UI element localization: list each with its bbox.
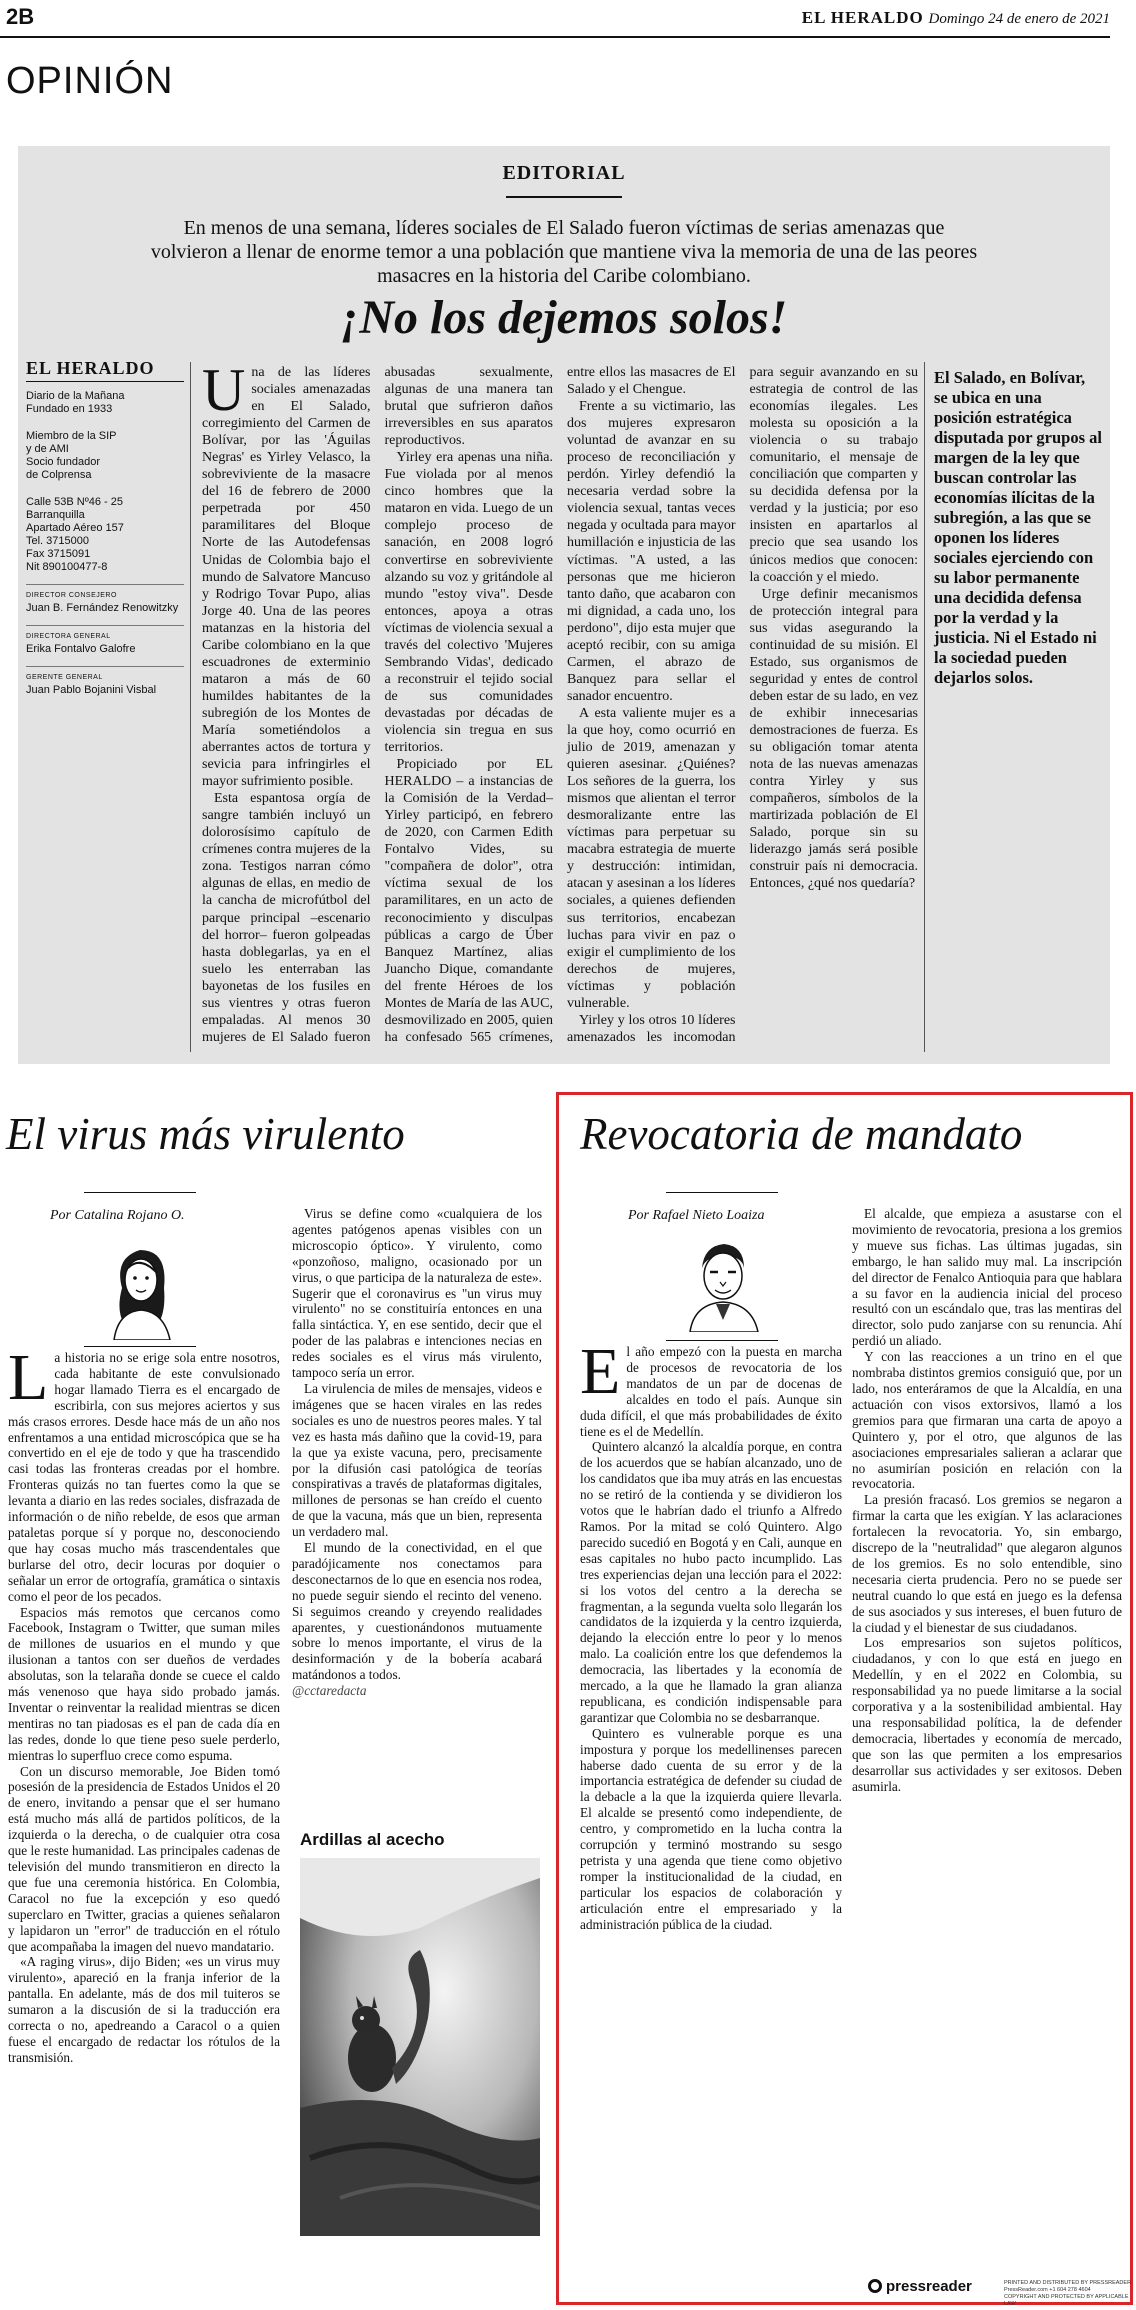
- pressreader-icon: [868, 2279, 882, 2293]
- masthead-line: Nit 890100477-8: [26, 561, 108, 573]
- editorial-box: [18, 146, 1110, 1064]
- masthead-name: EL HERALDO: [26, 362, 184, 382]
- image-heading: Ardillas al acecho: [300, 1830, 445, 1849]
- column-body-right-continued: [852, 1206, 1122, 2286]
- column-paragraph: Con un discurso memorable, Joe Biden tomó posesión de la presidencia de Estados Unidos el 20 de enero, invitando a pensar que el ser humano está mucho más allá de partidos políticos, de la izquierda o la derecha, o de cualquier otra cosa que le reste humanidad. Las principales cadenas de televisión del mundo transmitieron en directo la que fue una ceremonia histórica. En Colombia, Caracol no fue la excepción y eso quedó superclaro en Twitter, gracias a quienes señalaron y lapidaron un "error" de traducción en el rótulo que acompañaba la imagen del nuevo mandatario.: [8, 1763, 280, 1954]
- masthead-line: Fax 3715091: [26, 548, 91, 560]
- byline-rule: [84, 1192, 196, 1193]
- author-portrait: [670, 1228, 774, 1332]
- masthead: [26, 358, 184, 697]
- masthead-line: Barranquilla: [26, 509, 85, 521]
- masthead-line: Diario de la Mañana: [26, 390, 125, 402]
- kicker-rule: [506, 196, 622, 198]
- column-title: El virus más virulento: [6, 1109, 405, 1159]
- pull-quote: El Salado, en Bolívar, se ubica en una posición estratégica disputada por grupos al margen de la ley que buscan controlar las economías ilícitas de la subregión, a las que se oponen los líderes sociales ejerciendo con su labor permanente una decidida defensa por la verdad y la justicia. Ni el Estado ni la sociedad pueden dejarlos solos.: [934, 368, 1102, 687]
- column-divider: [190, 362, 191, 1052]
- drop-cap: E: [580, 1344, 621, 1408]
- editorial-paragraph: Yirley y los otros 10 líderes amenazados les incomodan para seguir avanzando en su estrategia de control de las economías ilegales. Les molesta su oposición a la violencia o su trabajo comunitario, el mensaje de conciliación que comparten y su decidida defensa por la verdad y la justicia; por eso insisten en apartarlos al precio que sea usando los únicos medios que conocen: la coacción y el miedo.: [567, 365, 918, 1045]
- drop-cap: L: [8, 1350, 49, 1414]
- squirrel-photo: [300, 1858, 540, 2236]
- column-paragraph: El alcalde, que empieza a asustarse con el movimiento de revocatoria, presiona a los gremios y mueve sus fichas. Las últimas jugadas, sin embargo, le han salido muy mal. La inscripción del director de Fenalco Antioquia para que hablara a su favor en la audiencia inicial del proceso resultó con un escándalo que, tras las mentiras del director, solo pudo zanjarse con su renuncia. Ahí perdió un aliado.: [852, 1206, 1122, 1349]
- column-divider: [924, 362, 925, 1052]
- editorial-kicker: EDITORIAL: [502, 162, 626, 184]
- page-number: 2B: [6, 4, 35, 29]
- editorial-paragraph: Una de las líderes sociales amenazadas en El Salado, corregimiento del Carmen de Bolívar, por las 'Águilas Negras' es Yirley Velasco, la sobreviviente de la masacre del 16 de febrero de 2000 perpetrada por 450 paramilitares del Bloque Norte de las Autodefensas Unidas de Colombia bajo el mundo de Salvatore Mancuso y Rodrigo Tovar Pupo, alias Jorge 40. Una de las peores matanzas en la historia del Caribe colombiano en la que escuadrones de exterminio mataron a más de 60 humildes habitantes de la subregión de los Montes de María sometiéndolos a aberrantes actos de tortura y sevicia para infringirles el mayor sufrimiento posible.: [202, 364, 371, 790]
- column-paragraph: Quintero alcanzó la alcaldía porque, en contra de los acuerdos que se habían alcanzado, uno de los candidatos que iba muy atrás en las encuestas no se retiró de la contienda y se dividieron los votos que le habrían dado el triunfo a Alfredo Ramos. Por la mitad se coló Quintero. Algo parecido sucedió en Bogotá y en Cali, aunque en esas capitales no hubo pacto incumplido. Las tres experiencias dejan una lección para el 2022: si los votos del centro a la derecha se fragmentan, a la segunda vuelta solo llegarán los candidatos de la izquierda y la centro izquierda, dejando la elección entre lo peor y lo menos malo. La coalición entre los que defendemos la democracia, las libertades y la economía de mercado, a la que he llamado la gran alianza republicana, es condición indispensable para garantizar que Colombia no se desbarranque.: [580, 1439, 842, 1725]
- column-paragraph: «A raging virus», dijo Biden; «es un virus muy virulento», apareció en la franja inferior de la pantalla. En adelante, más de dos mil tuiteros se sumaron a la discusión de si la traducción era correcta o no, apedreando a Caracol o a quien fuese el encargado de redactar los rótulos de la transmisión.: [8, 1954, 280, 2065]
- editorial-paragraph: Propiciado por EL HERALDO – a instancias de la Comisión de la Verdad– Yirley participó, en febrero de 2020, con Carmen Edith Fontalvo Vides, su "compañera de dolor", otra víctima sexual de los paramilitares, en un acto de reconocimiento y disculpas públicas a cargo de Úber Banquez Martínez, alias Juancho Dique, comandante del frente Héroes de los Montes de María de las AUC, desmovilizado en 2005, quien ha confesado 565 crímenes, entre ellos las masacres de El Salado y el Chengue.: [384, 365, 736, 1045]
- masthead-line: Calle 53B Nº46 - 25: [26, 496, 123, 508]
- pressreader-logo: [868, 2278, 972, 2295]
- drop-cap: U: [202, 364, 246, 423]
- column-signature: @cctaredacta: [292, 1683, 367, 1699]
- paper-name: EL HERALDO: [801, 8, 924, 27]
- byline-rule: [666, 1340, 778, 1341]
- column-byline: Por Rafael Nieto Loaiza: [628, 1208, 765, 1223]
- column-paragraph: Y con las reacciones a un trino en el que nombraba distintos gremios consiguió que, por un lado, nos enteráramos de que la Alcaldía, en una actuación con visos extorsivos, llamó a los gremios para que firmaran una carta de apoyo a Quintero y, por el otro, que algunos de las asociaciones empresariales salieran a aclarar que no asumirían posición en relación con la revocatoria.: [852, 1349, 1122, 1492]
- editorial-headline: ¡No los dejemos solos!: [340, 291, 788, 344]
- column-byline: Por Catalina Rojano O.: [50, 1208, 185, 1223]
- column-paragraph: Los empresarios son sujetos políticos, ciudadanos, y con lo que está en juego en Medellín, y en el 2022 en Colombia, su responsabilidad ya no puede limitarse a la social corporativa y a la sostenibilidad ambiental. Hay una responsabilidad política, la de defender democracia, libertades y economía de mercado, que son las que permiten a los empresarios desarrollar sus actividades y ser exitosos. Deben asumirla.: [852, 1635, 1122, 1794]
- editorial-paragraph: Esta espantosa orgía de sangre también incluyó un dolorosísimo capítulo de crímenes contra mujeres de la zona. Testigos narran cómo algunas de ellas, en medio de la cancha de microfútbol del parque principal –escenario del horror– fueron golpeadas hasta doblegarlas, ya en el suelo les enterraban las bayonetas de los fusiles en sus vientres y otras fueron empaladas. Al menos 30 mujeres de El Salado fueron abusadas sexualmente, algunas de una manera tan brutal que sufrieron daños irreversibles en sus aparatos reproductivos.: [202, 365, 553, 1045]
- section-title: OPINIÓN: [6, 60, 174, 102]
- masthead-line: Miembro de la SIP: [26, 430, 117, 442]
- column-paragraph: Quintero es vulnerable porque es una impostura y porque los medellinenses parecen haberse dado cuenta de su error y de la importancia estratégica de defender su ciudad de la debacle a la que la izquierda quiere llevarla. El alcalde se presentó como independiente, de centro, y comprometido en la lucha contra la corrupción y terminó mostrando su sesgo petrista y una agenda que tiene como objetivo romper la institucionalidad de la ciudad, en particular los espacios de colaboración y articulación entre el empresariado y la administración pública de la ciudad.: [580, 1725, 842, 1932]
- byline-rule: [84, 1346, 196, 1347]
- staff-name: Erika Fontalvo Galofre: [26, 643, 136, 655]
- staff-name: Juan Pablo Bojanini Visbal: [26, 684, 157, 696]
- column-body-left: [8, 1350, 280, 2240]
- staff-name: Juan B. Fernández Renowitzky: [26, 602, 179, 614]
- info-line: PRINTED AND DISTRIBUTED BY PRESSREADER: [1004, 2280, 1132, 2286]
- editorial-paragraph: Urge definir mecanismos de protección integral para sus vidas asegurando la continuidad de su misión. El Estado, sus organismos de seguridad y entes de control deben estar de su lado, en vez de exhibir innecesarias demostraciones de fuerza. Es su obligación tomar atenta nota de las nuevas amenazas contra Yirley y sus compañeros, símbolos de la martirizada población de El Salado, porque sin su liderazgo jamás será posible construir país ni democracia. Entonces, ¿qué nos quedaría?: [749, 586, 918, 892]
- column-body-left-continued: [292, 1206, 542, 1822]
- author-portrait: [84, 1228, 196, 1340]
- column-paragraph: La historia no se erige sola entre nosotros, cada habitante de este convulsionado hogar llamado Tierra es el encargado de escribirla, con sus mejores aciertos y sus más crasos errores. Desde hace más de un año nos enfrentamos a una entidad microscópica que se ha convertido en el eje de todo y que ha trascendido casi todas las fronteras creadas por el hombre. Fronteras quizás no tan fuertes como la que se levanta a diario en las redes sociales, disfrazada de información o de niño rebelde, de esos que arman pataletas porque sí y porque no, desconociendo que hay cosas mucho más trascendentales que burlarse del otro, decir locuras por doquier o señalar un error de ortografía, gramática o sintaxis como el peor de los pecados.: [8, 1350, 280, 1604]
- editorial-paragraph: Yirley era apenas una niña. Fue violada por al menos cinco hombres que la mataron en vida. Luego de un complejo proceso de sanación, en 2008 logró convertirse en sobreviviente alzando su voz y gritándole al mundo "estoy viva". Desde entonces, apoya a otras víctimas de violencia sexual a través del colectivo 'Mujeres Sembrando Vidas', dedicado a reconstruir el tejido social de sus comunidades devastadas por décadas de violencia sin tregua en sus territorios.: [384, 450, 553, 756]
- editorial-paragraph: A esta valiente mujer es a la que hoy, como ocurrió en julio de 2019, amenazan y quieren asesinar. ¿Quiénes? Los señores de la guerra, los mismos que alientan el terror desmoralizante entre las víctimas para perpetuar su macabra estrategia de muerte y destrucción: intimidan, atacan y asesinan a los líderes sociales, a quienes defienden sus territorios, encabezan luchas para vivir en paz o exigir el cumplimiento de los derechos de mujeres, víctimas y población vulnerable.: [567, 705, 736, 1011]
- column-paragraph: La presión fracasó. Los gremios se negaron a firmar la carta que les exigían. Y las aclaraciones fortalecen la revocatoria. Yo, sin embargo, discrepo de la "neutralidad" que alegaron algunos de los gremios. Es no solo entendible, sino necesaria cierta prudencia. Pero no se puede ser neutral cuando lo que está en juego es la defensa de sus asociados y sus intereses, el buen futuro de la ciudad y el bienestar de sus ciudadanos.: [852, 1492, 1122, 1635]
- masthead-line: Tel. 3715000: [26, 535, 89, 547]
- column-paragraph: El mundo de la conectividad, en el que paradójicamente nos conectamos para desconectarnos de lo que en esencia nos rodea, no puede seguir siendo el recinto del veneno. Si seguimos creando y creyendo realidades aparentes, y cuestionándonos mutuamente sobre lo menos importante, el virus de la desinformación y de la bobería acabará matándonos a todos.: [292, 1540, 542, 1683]
- staff-role: DIRECTORA GENERAL: [26, 625, 184, 643]
- masthead-line: Apartado Aéreo 157: [26, 522, 124, 534]
- column-paragraph: El año empezó con la puesta en marcha de procesos de revocatoria de los mandatos de un par de docenas de alcaldes en todo el país. Aunque sin duda difícil, el que más probabilidades de éxito tiene es el de Medellín.: [580, 1344, 842, 1439]
- masthead-line: Fundado en 1933: [26, 403, 113, 415]
- staff-role: GERENTE GENERAL: [26, 666, 184, 684]
- masthead-line: de Colprensa: [26, 469, 92, 481]
- editorial-deck: En menos de una semana, líderes sociales de El Salado fueron víctimas de serias amenazas que volvieron a llenar de enorme temor a una población que mantiene viva la memoria de una de las peores masacres en la historia del Caribe colombiano.: [150, 217, 978, 287]
- column-paragraph: Virus se define como «cualquiera de los agentes patógenos apenas visibles con un microscopio óptico». Y virulento, como «ponzoñoso, maligno, ocasionado por un virus, o que participa de la naturaleza de este». Sugerir que el coronavirus es "un virus muy virulento" no se constituiría entonces en una falla sintáctica. Y, en ese sentido, decir que el poder de las palabras e intenciones necias en redes sociales es el virus más virulento, tampoco sería un error.: [292, 1206, 542, 1381]
- byline-rule: [666, 1192, 778, 1193]
- column-body-right: [580, 1344, 842, 2264]
- staff-role: DIRECTOR CONSEJERO: [26, 584, 184, 602]
- editorial-body: [202, 364, 918, 1054]
- header-rule: [0, 36, 1110, 38]
- masthead-line: Socio fundador: [26, 456, 100, 468]
- masthead-line: y de AMI: [26, 443, 69, 455]
- pressreader-brand: pressreader: [886, 2278, 972, 2295]
- column-paragraph: Espacios más remotos que cercanos como Facebook, Instagram o Twitter, que suman miles de millones de usuarios en el mundo y que ilusionan a tantos con ser dueños de verdades absolutas, son la telaraña donde se cuece el caldo más venenoso que haya sido probado jamás. Inventar o reinventar la realidad mientras se dicen mentiras no tan piadosas es el pan de cada día en las redes, donde lo que tiene peso suele perderlo, mientras lo superfluo crece como espuma.: [8, 1604, 280, 1763]
- paper-date-line: [802, 8, 1110, 28]
- column-title: Revocatoria de mandato: [580, 1109, 1023, 1159]
- issue-date: Domingo 24 de enero de 2021: [928, 11, 1110, 27]
- info-line: PressReader.com +1 604 278 4604: [1004, 2287, 1091, 2293]
- pressreader-info: [1004, 2280, 1132, 2308]
- column-paragraph: La virulencia de miles de mensajes, videos e imágenes que se hacen virales en las redes sociales es uno de nuestros peores males. Y tal vez es hasta más dañino que la covid-19, para la que ya existe vacuna, pero, precisamente por la difusión casi patológica de teorías conspirativas a través de plataformas digitales, millones de personas se han creído el cuento de que la vacuna, más que un bien, representa un verdadero mal.: [292, 1380, 542, 1540]
- info-line: COPYRIGHT AND PROTECTED BY APPLICABLE LAW: [1004, 2294, 1129, 2307]
- editorial-paragraph: Frente a su victimario, las dos mujeres expresaron voluntad de avanzar en su proceso de reconciliación y perdón. Yirley defendió la necesaria verdad sobre la violencia sexual, tantas veces negada y ocultada para mayor humillación e injusticia de las víctimas. "A usted, a las personas que me hicieron tanto daño, que acabaron con mi dignidad, a cada uno, los perdono", dijo esta mujer que aceptó recibir, con su amiga Carmen, el abrazo de Banquez para sellar el sanador encuentro.: [567, 399, 736, 704]
